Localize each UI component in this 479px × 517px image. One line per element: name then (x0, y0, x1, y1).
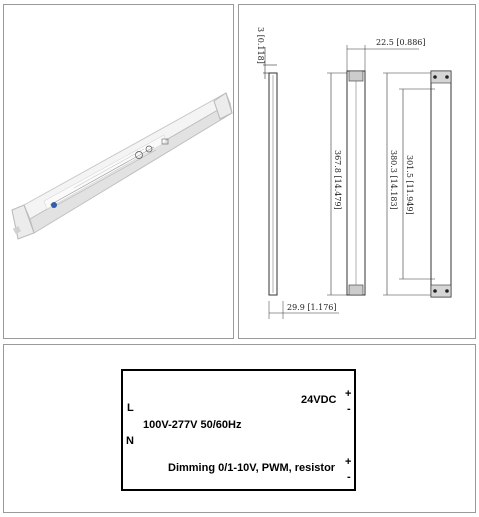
dimension-drawing (239, 5, 477, 340)
dim-minus-label: - (347, 471, 351, 483)
live-label: L (127, 402, 134, 414)
dim-inner-length: 367.8 [14.479] (333, 150, 342, 210)
output-minus-label: - (347, 403, 351, 415)
wiring-diagram-panel (3, 344, 476, 513)
product-photo-panel (3, 4, 234, 339)
input-voltage-label: 100V-277V 50/60Hz (143, 419, 242, 431)
driver-photo (4, 5, 235, 340)
dimension-drawing-panel (238, 4, 476, 339)
neutral-label: N (126, 435, 134, 447)
dim-width-top: 22.5 [0.886] (376, 38, 426, 47)
dimming-label: Dimming 0/1-10V, PWM, resistor (168, 462, 336, 474)
output-voltage-label: 24VDC (301, 394, 337, 406)
output-plus-label: + (345, 388, 352, 400)
dim-mount-spacing: 301.5 [11.949] (405, 155, 414, 215)
dim-top-height: 3 [0.118] (256, 27, 265, 64)
dim-bottom-width: 29.9 [1.176] (287, 303, 337, 312)
dim-overall-length: 380.3 [14.183] (389, 150, 398, 210)
dim-plus-label: + (345, 456, 352, 468)
